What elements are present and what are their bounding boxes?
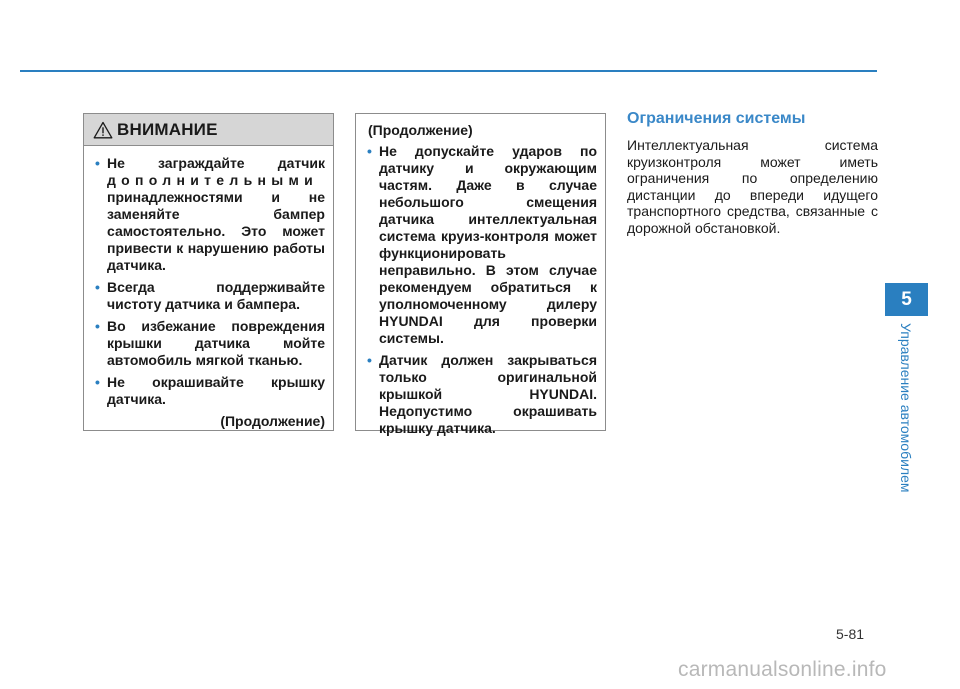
section-title: Ограничения системы [627,110,806,127]
warning-box [83,113,334,431]
list-item-text: Датчик должен закрываться только оригинальной крышкой HYUNDAI. Недопустимо окрашивать крышку датчика. [379,352,597,436]
list-item-text: Не окрашивайте крышку датчика. [107,374,325,407]
list-item-text: Не заграждайте датчик [107,155,325,171]
chapter-number-tab: 5 [885,283,928,316]
list-item [368,143,597,347]
list-item [96,318,325,369]
continued-body [356,114,605,437]
list-item [96,155,325,274]
page-number: 5-81 [836,626,865,642]
bullet-dot: • [367,352,372,368]
bullet-dot: • [367,143,372,159]
continued-header: (Продолжение) [368,122,473,138]
list-item [96,279,325,313]
top-rule [20,70,877,72]
continued-footer: (Продолжение) [220,413,325,429]
warning-header [84,114,333,146]
watermark: carmanualsonline.info [678,658,887,681]
list-item-text: дополнительными [107,172,319,188]
section-body: Интеллектуальная система круизконтроля может иметь ограничения по определению дистанции до впереди идущего транспортного средства, связанные с дорожной обстановкой. [627,137,878,236]
list-item-text: Всегда поддерживайте чистоту датчика и бампера. [107,279,325,312]
bullet-dot: • [95,318,100,334]
warning-triangle-icon [93,121,113,139]
bullet-dot: • [95,279,100,295]
system-limitations-section [627,110,878,236]
warning-title: ВНИМАНИЕ [117,119,218,139]
list-item [368,352,597,437]
warning-body [84,146,333,430]
bullet-dot: • [95,155,100,171]
bullet-dot: • [95,374,100,390]
list-item-text: Не допускайте ударов по датчику и окружающим частям. Даже в случае небольшого смещения датчика интеллектуальная система круиз-контроля может функционировать неправильно. В этом случае рекомендуем обратиться к уполномоченному дилеру HYUNDAI для проверки системы. [379,143,597,346]
continued-warning-box [355,113,606,436]
chapter-title: Управление автомобилем [898,323,914,493]
list-item-text: принадлежностями и не заменяйте бампер самостоятельно. Это может привести к нарушению работы датчика. [107,189,325,273]
list-item-text: Во избежание повреждения крышки датчика мойте автомобиль мягкой тканью. [107,318,325,368]
list-item [96,374,325,408]
